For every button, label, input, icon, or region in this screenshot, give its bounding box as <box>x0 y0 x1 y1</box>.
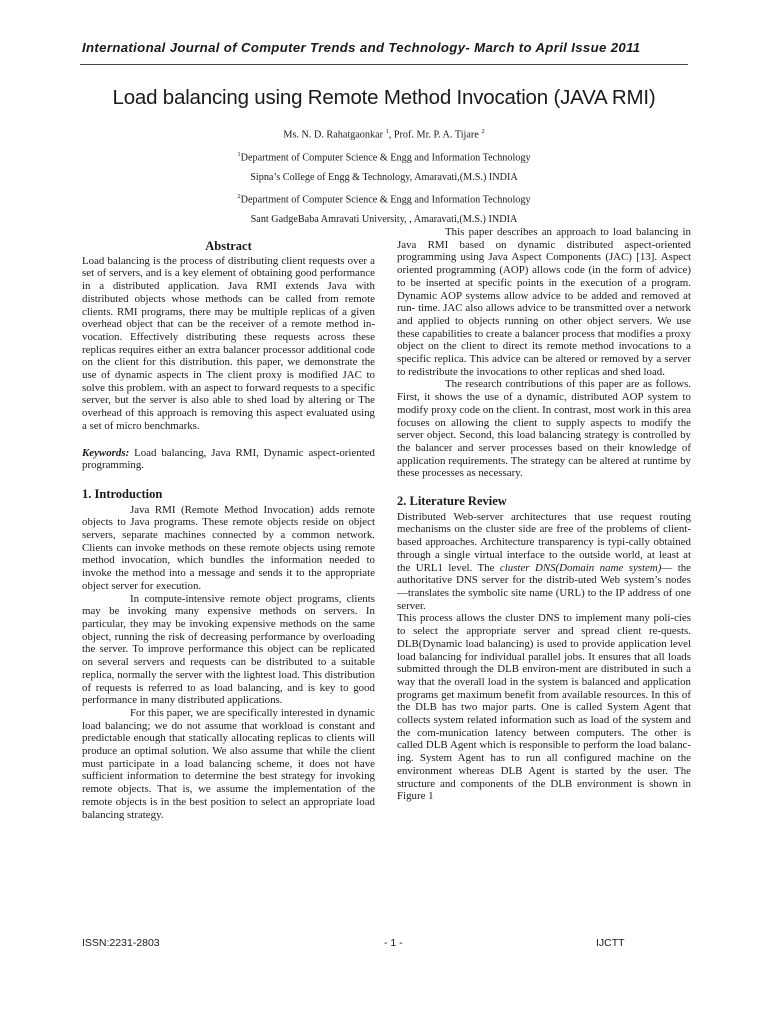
author-2-sup: 2 <box>481 128 485 135</box>
affiliation-1-inst: Sipna’s College of Engg & Technology, Amaravati,(M.S.) INDIA <box>250 171 518 183</box>
right-column <box>397 226 691 803</box>
affiliation-1-dept-text: Department of Computer Science & Engg and Information Technology <box>240 152 531 164</box>
authors-block <box>80 122 688 230</box>
literature-paragraph-1 <box>397 511 691 613</box>
intro-paragraph: In compute-intensive remote object programs, clients may be invoking many expensive methods on servers. In particular, they may be invoking expensive methods on the same object, running the risk of decreasing performance by overloading the server. To improve performance this object can be replicated on several servers and requests can be distributed to a suitable replica, normally the server with the lightest load. This distribution of requests is referred to as load balancing, and is key to good performance in many distributed applications. <box>82 592 375 707</box>
affiliation-2-dept <box>80 187 688 210</box>
footer-page-number: - 1 - <box>384 937 403 949</box>
abstract-text: Load balancing is the process of distributing client requests over a set of servers, and is a key element of obtaining good performance in a distributed application. Java RMI extends Java with distributed objects whose methods can be called from remote clients. RMI programs, there may be multiple replicas of a given overhead object that can be the receiver of a remote method in-vocation. Effectively distributing these requests across these replicas requires either an extra balancer processor additional code on the client for this distribution. this paper, we demonstrate the use of dynamic aspects in The client proxy is modified JAC to solve this problem. with an aspect to forward requests to a specific server, but the server is also able to shed load by altering or The overhead of this approach is removing this aspect evaluated using a set of micro benchmarks. <box>82 254 375 432</box>
affiliation-2-dept-text: Department of Computer Science & Engg and Information Technology <box>240 194 531 206</box>
lit-p1-before: Distributed Web-server architectures that use request routing mechanisms on the cluster side are free of the problems of client-based approaches. Architecture transparency is typi-cally obtained through a single virtual interface to the outside world, at least at the URL1 level. The <box>397 510 691 574</box>
keywords-text: Load balancing, Java RMI, Dynamic aspect-oriented programming. <box>82 446 375 472</box>
footer-journal-abbrev: IJCTT <box>596 937 625 949</box>
affiliation-1-dept <box>80 145 688 168</box>
author-line <box>80 122 688 145</box>
paper-title: Load balancing using Remote Method Invocation (JAVA RMI) <box>112 86 656 109</box>
lit-p1-italic: cluster DNS(Domain name system) <box>499 561 662 574</box>
journal-header: International Journal of Computer Trends and Technology- March to April Issue 2011 <box>82 40 641 55</box>
header-rule <box>80 64 688 65</box>
author-separator: , Prof. Mr. P. A. Tijare <box>388 129 479 141</box>
right-paragraph: This paper describes an approach to load balancing in Java RMI based on dynamic distributed aspect-oriented programming using Java Aspect Components (JAC) [13]. Aspect oriented programming (AOP) allows code (in the form of advice) to be inserted at specific points in the execution of a program. Dynamic AOP systems allow advice to be added and removed at run- time. JAC also allows advice to be transmitted over a network and applied to objects running on other object servers. We use these capabilities to create a balancer process that modifies a proxy object on the client to direct its remote method invocations to a specific replica. This advice can be altered or removed by a server to redistribute the invocations to other replicas and shed load. <box>397 226 691 378</box>
intro-paragraph: For this paper, we are specifically interested in dynamic load balancing; we do not assume that workload is constant and predictable enough that statically allocating replicas to clients will produce an optimal solution. We also assume that while the client must participate in a load balancing scheme, it does not have sufficient information to determine the best strategy for invoking remote objects. That is, we assume the implementation of the remote objects is in the best position to select an appropriate load balancing strategy. <box>82 706 375 821</box>
abstract-heading: Abstract <box>205 239 252 253</box>
literature-review-heading: 2. Literature Review <box>397 494 507 509</box>
footer-issn: ISSN:2231-2803 <box>82 937 160 949</box>
author-1: Ms. N. D. Rahatgaonkar <box>283 129 383 141</box>
keywords-label: Keywords: <box>82 446 130 459</box>
affiliation-2-inst: Sant GadgeBaba Amravati University, , Amaravati,(M.S.) INDIA <box>250 214 518 226</box>
intro-paragraph: Java RMI (Remote Method Invocation) adds remote objects to Java programs. These remote objects reside on object servers, separate machines connected by a common network. Clients can invoke methods on these remote objects using remote method invocation, which bundles the information needed to invoke the method into a message and sends it to the appropriate object server for execution. <box>82 503 375 592</box>
affiliation-1-sup: 1 <box>237 150 241 158</box>
left-column <box>82 240 375 821</box>
lit-p1-after: — the authoritative DNS server for the distrib-uted Web system’s nodes—translates the symbolic site name (URL) to the IP address of one server. <box>397 561 692 612</box>
affiliation-2-sup: 2 <box>237 193 241 201</box>
author-1-sup: 1 <box>385 128 389 135</box>
keywords <box>82 447 375 472</box>
literature-paragraph-2: This process allows the cluster DNS to implement many poli-cies to select the appropriate server and spread client re-quests. DLB(Dynamic load balancing) is used to provide application level load balancing for individual parallel jobs. It ensures that all loads submitted through the DLB environ-ment are distributed in such a way that the overall load in the system is balanced and application programs get maximum benefit from available resources. In this of the DLB has two major parts. One is called System Agent that collects system related information such as load of the system and the com-munication latency between computers. The other is called DLB Agent which is responsible to perform the load balanc-ing. System Agent has to run all configured machine on the environment whereas DLB Agent is started by the user. The structure and components of the DLB environment is shown in Figure 1 <box>397 612 691 803</box>
right-paragraph: The research contributions of this paper are as follows. First, it shows the use of a dynamic, distributed AOP system to modify proxy code on the client. In contrast, most work in this area focuses on allowing the client to supply aspects to modify the server object. Second, this load balancing strategy is controlled by the balancer and server processes based on their knowledge of application requirements. The strategy can be altered at runtime by these processes as necessary. <box>397 378 691 480</box>
introduction-heading: 1. Introduction <box>82 486 163 501</box>
